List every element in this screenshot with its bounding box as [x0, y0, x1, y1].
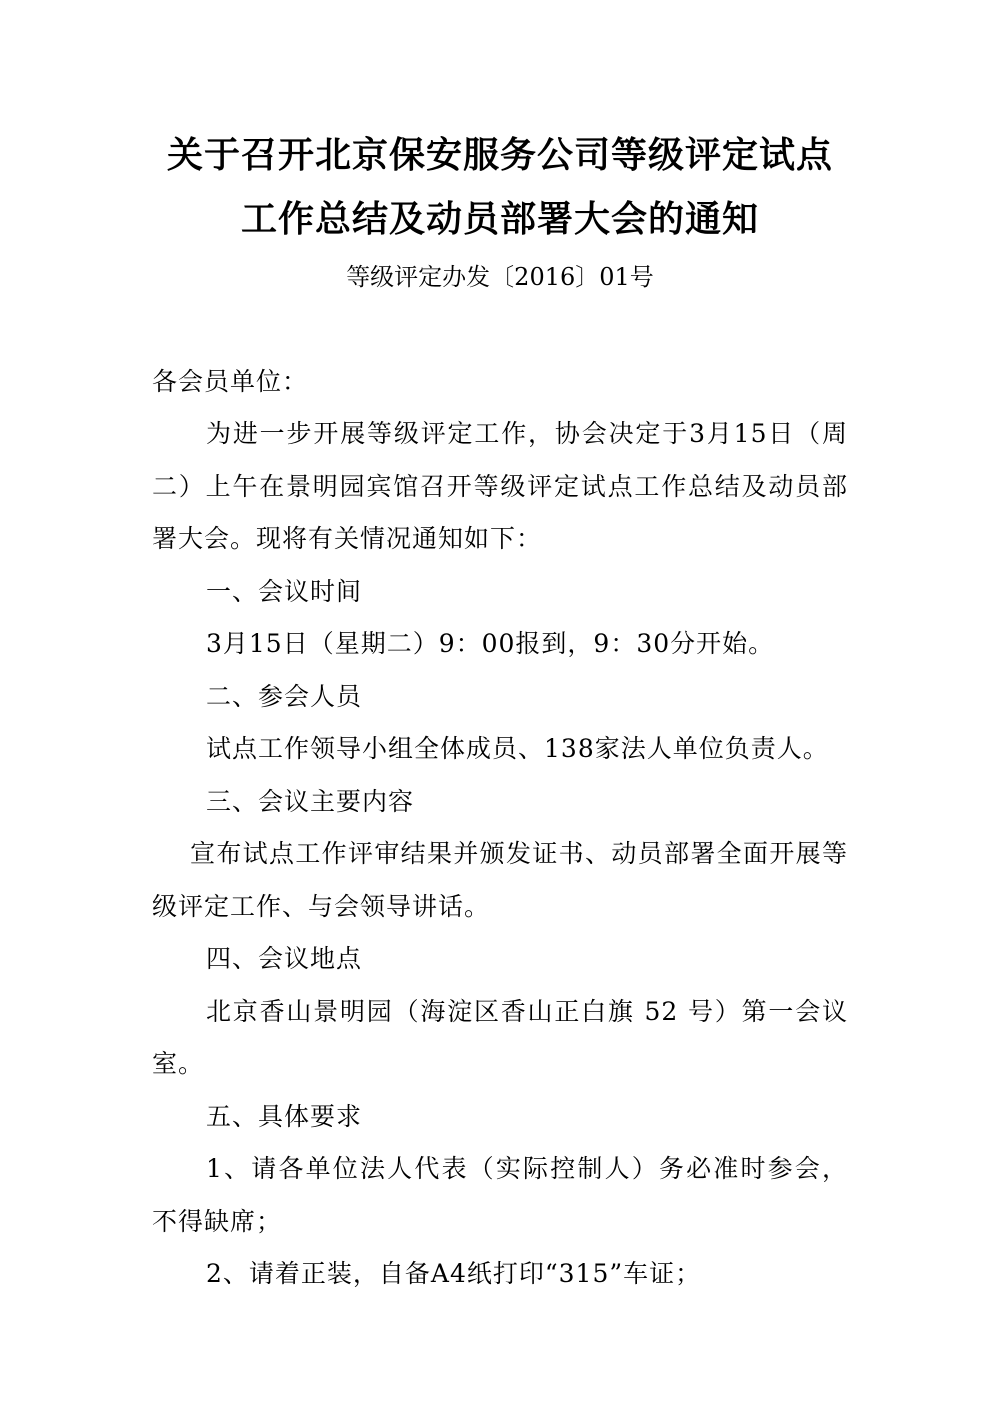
requirement-2-line-1: 2、请着正装，自备A4纸打印“315”车证；	[206, 1259, 702, 1288]
section-text-location-line-2: 室。	[152, 1049, 205, 1078]
document-number: 等级评定办发〔2016〕01号	[346, 263, 654, 291]
section-heading-requirements: 五、具体要求	[206, 1102, 363, 1131]
section-text-content-line-1: 宣布试点工作评审结果并颁发证书、动员部署全面开展等	[190, 839, 848, 868]
section-heading-time: 一、会议时间	[206, 577, 363, 606]
section-text-content-line-2: 级评定工作、与会领导讲话。	[152, 892, 491, 921]
section-heading-attendees: 二、参会人员	[206, 682, 363, 711]
intro-line-1: 为进一步开展等级评定工作，协会决定于3月15日（周	[206, 419, 848, 448]
requirement-1-line-2: 不得缺席；	[152, 1207, 283, 1236]
section-text-time: 3月15日（星期二）9：00报到，9：30分开始。	[206, 629, 775, 658]
section-heading-content: 三、会议主要内容	[206, 787, 415, 816]
salutation: 各会员单位：	[152, 367, 309, 396]
document-title-line-2: 工作总结及动员部署大会的通知	[240, 199, 759, 240]
intro-line-3: 署大会。现将有关情况通知如下：	[152, 524, 543, 553]
requirement-1-line-1: 1、请各单位法人代表（实际控制人）务必准时参会，	[206, 1154, 848, 1183]
section-text-attendees: 试点工作领导小组全体成员、138家法人单位负责人。	[206, 734, 829, 763]
section-heading-location: 四、会议地点	[206, 944, 363, 973]
document-title-line-1: 关于召开北京保安服务公司等级评定试点	[166, 135, 833, 176]
intro-line-2: 二）上午在景明园宾馆召开等级评定试点工作总结及动员部	[152, 472, 848, 501]
section-text-location-line-1: 北京香山景明园（海淀区香山正白旗 52 号）第一会议	[206, 997, 848, 1026]
